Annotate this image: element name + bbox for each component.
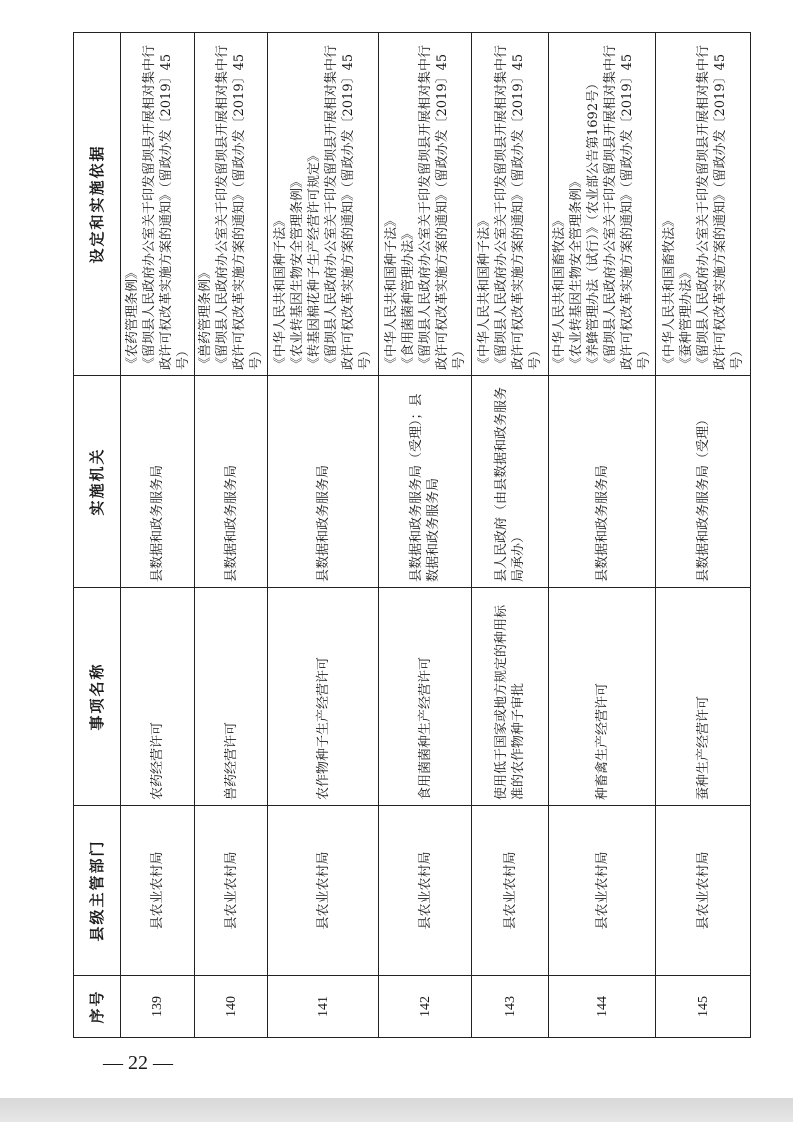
page-number: — 22 —: [103, 1052, 173, 1074]
basis-line: 《农业转基因生物安全管理条例》: [290, 174, 305, 370]
row-basis: [472, 33, 549, 376]
basis-line: 《中华人民共和国畜牧法》: [552, 213, 567, 370]
row-agency: 县数据和政务服务局: [549, 376, 656, 588]
basis-line: 《留坝县人民政府办公室关于印发留坝县开展相对集中行政许可权改革实施方案的通知》（留政办发〔2019〕45号）: [141, 44, 191, 370]
header-dept: 县级主管部门: [74, 806, 121, 976]
row-basis: [121, 33, 195, 376]
row-item: 食用菌菌种生产经营许可: [379, 588, 472, 806]
row-dept: 县农业农村局: [656, 806, 751, 976]
row-dept: 县农业农村局: [379, 806, 472, 976]
basis-line: 《中华人民共和国种子法》: [477, 213, 492, 370]
basis-line: 《养蜂管理办法（试行）》（农业部公告第1692号）: [586, 76, 601, 370]
regulation-table: [73, 32, 751, 1038]
row-basis: [379, 33, 472, 376]
row-seq: 144: [549, 976, 656, 1038]
row-agency: 县数据和政务服务局（受理）: [656, 376, 751, 588]
row-basis: [549, 33, 656, 376]
row-seq: 141: [268, 976, 379, 1038]
table-row: [121, 33, 195, 1038]
basis-line: 《食用菌菌种管理办法》: [400, 226, 416, 370]
row-dept: 县农业农村局: [268, 806, 379, 976]
basis-line: 《留坝县人民政府办公室关于印发留坝县开展相对集中行政许可权改革实施方案的通知》（留政办发〔2019〕45号）: [695, 44, 745, 370]
basis-line: 《留坝县人民政府办公室关于印发留坝县开展相对集中行政许可权改革实施方案的通知》（留政办发〔2019〕45号）: [603, 44, 652, 370]
row-seq: 139: [121, 976, 195, 1038]
row-item: 兽药经营许可: [195, 588, 268, 806]
row-item: 蚕种生产经营许可: [656, 588, 751, 806]
basis-line: 《中华人民共和国种子法》: [383, 213, 399, 370]
basis-line: 《农业转基因生物安全管理条例》: [569, 174, 584, 370]
row-basis: [656, 33, 751, 376]
row-agency: 县数据和政务服务局: [268, 376, 379, 588]
row-agency: 县数据和政务服务局: [121, 376, 195, 588]
header-item: 事项名称: [74, 588, 121, 806]
row-item: 农作物种子生产经营许可: [268, 588, 379, 806]
table-row: [195, 33, 268, 1038]
basis-line: 《留坝县人民政府办公室关于印发留坝县开展相对集中行政许可权改革实施方案的通知》（留政办发〔2019〕45号）: [494, 44, 543, 370]
table-row: [656, 33, 751, 1038]
basis-line: 《留坝县人民政府办公室关于印发留坝县开展相对集中行政许可权改革实施方案的通知》（留政办发〔2019〕45号）: [324, 44, 373, 370]
row-seq: 143: [472, 976, 549, 1038]
basis-line: 《蚕种管理办法》: [678, 265, 694, 370]
header-agency: 实施机关: [74, 376, 121, 588]
scan-edge: [0, 1098, 793, 1122]
row-agency: 县数据和政务服务局: [195, 376, 268, 588]
row-basis: [268, 33, 379, 376]
row-item: 农药经营许可: [121, 588, 195, 806]
row-dept: 县农业农村局: [195, 806, 268, 976]
basis-line: 《农药管理条例》: [124, 265, 140, 370]
header-seq: 序号: [74, 976, 121, 1038]
table-row: [379, 33, 472, 1038]
row-item: 使用低于国家或地方规定的种用标准的农作物种子审批: [472, 588, 549, 806]
basis-line: 《兽药管理条例》: [198, 265, 213, 370]
basis-line: 《中华人民共和国种子法》: [273, 213, 288, 370]
row-dept: 县农业农村局: [472, 806, 549, 976]
regulation-table-container: [73, 33, 745, 1038]
basis-line: 《留坝县人民政府办公室关于印发留坝县开展相对集中行政许可权改革实施方案的通知》（留政办发〔2019〕45号）: [417, 44, 467, 370]
header-row: [74, 33, 121, 1038]
basis-line: 《转基因棉花种子生产经营许可规定》: [307, 148, 322, 370]
row-agency: 县数据和政务服务局（受理）；县数据和政务服务局: [379, 376, 472, 588]
row-seq: 142: [379, 976, 472, 1038]
row-dept: 县农业农村局: [121, 806, 195, 976]
row-basis: [195, 33, 268, 376]
table-row: [549, 33, 656, 1038]
row-seq: 140: [195, 976, 268, 1038]
basis-line: 《中华人民共和国畜牧法》: [661, 213, 677, 370]
basis-line: 《留坝县人民政府办公室关于印发留坝县开展相对集中行政许可权改革实施方案的通知》（留政办发〔2019〕45号）: [215, 44, 264, 370]
row-item: 种畜禽生产经营许可: [549, 588, 656, 806]
row-agency: 县人民政府（由县数据和政务服务局承办）: [472, 376, 549, 588]
table-row: [268, 33, 379, 1038]
header-basis: 设定和实施依据: [74, 33, 121, 376]
row-dept: 县农业农村局: [549, 806, 656, 976]
row-seq: 145: [656, 976, 751, 1038]
table-row: [472, 33, 549, 1038]
